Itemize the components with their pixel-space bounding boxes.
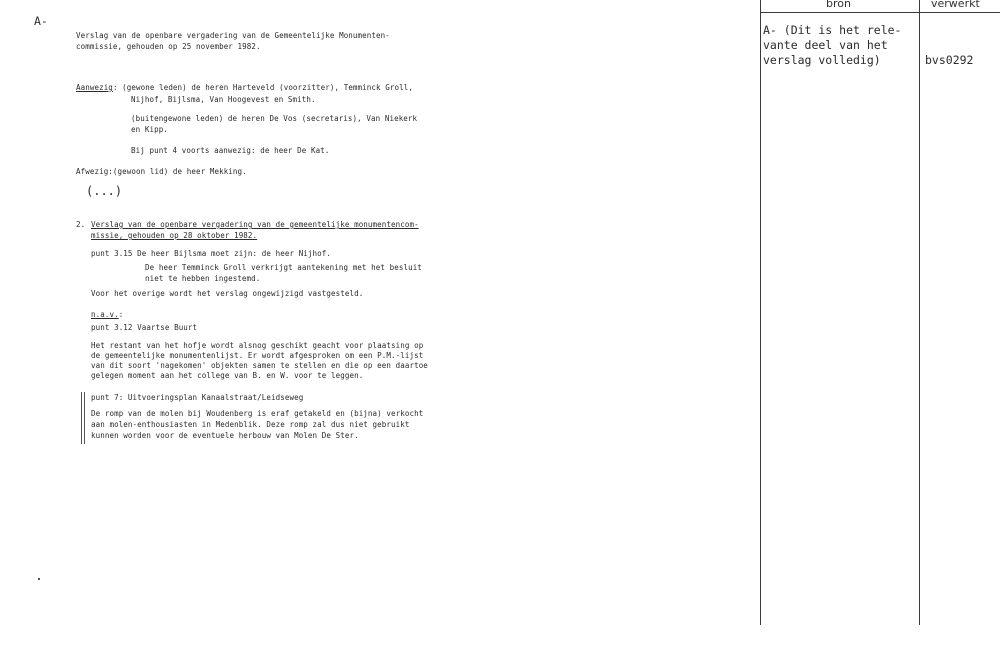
- nav-label: n.a.v.: [91, 310, 119, 319]
- aanwezig-label: Aanwezig: [76, 83, 113, 92]
- buitengewoon-line-1: (buitengewone leden) de heren De Vos (secretaris), Van Niekerk: [131, 114, 418, 123]
- item-2-title-line-1: Verslag van de openbare vergadering van de gemeentelijke monumentencom-: [91, 220, 419, 229]
- romp-line-1: De romp van de molen bij Woudenberg is eraf getakeld en (bijna) verkocht: [91, 409, 424, 418]
- punt-7-line: punt 7: Uitvoeringsplan Kanaalstraat/Leidseweg: [91, 393, 304, 402]
- col-header-bron: bron: [826, 0, 851, 10]
- table-line-left: [760, 0, 761, 625]
- restant-line-2: de gemeentelijke monumentenlijst. Er wordt afgesproken om een P.M.-lijst: [91, 351, 424, 360]
- overige-line: Voor het overige wordt het verslag ongewijzigd vastgesteld.: [91, 289, 364, 298]
- intro-line-1: Verslag van de openbare vergadering van de Gemeentelijke Monumenten-: [76, 31, 390, 40]
- restant-line-1: Het restant van het hofje wordt alsnog geschikt geacht voor plaatsing op: [91, 341, 424, 350]
- punt-312-line: punt 3.12 Vaartse Buurt: [91, 323, 198, 332]
- romp-line-3: kunnen worden voor de eventuele herbouw van Molen De Ster.: [91, 431, 359, 440]
- bij-punt-line: Bij punt 4 voorts aanwezig: de heer De Kat.: [131, 146, 330, 155]
- aanwezig-text: : (gewone leden) de heren Harteveld (voorzitter), Temminck Groll,: [112, 83, 413, 92]
- table-line-middle: [919, 0, 920, 625]
- afwezig-line: Afwezig:(gewoon lid) de heer Mekking.: [76, 167, 247, 176]
- verwerkt-value: bvs0292: [925, 53, 974, 67]
- margin-bar-1: [81, 392, 82, 444]
- bron-line-2: vante deel van het: [763, 38, 888, 52]
- groll-line-2: niet te hebben ingestemd.: [145, 274, 261, 283]
- ellipsis: (...): [86, 184, 123, 198]
- romp-line-2: aan molen-enthousiasten in Medenblik. Deze romp zal dus niet gebruikt: [91, 420, 410, 429]
- buitengewoon-line-2: en Kipp.: [131, 125, 168, 134]
- aanwezig-line-1: [76, 83, 413, 93]
- margin-bar-2: [84, 392, 85, 444]
- corner-label: A-: [34, 14, 48, 28]
- nav-line: [91, 310, 123, 320]
- groll-line-1: De heer Temminck Groll verkrijgt aantekening met het besluit: [145, 263, 422, 272]
- aanwezig-line-2: Nijhof, Bijlsma, Van Hoogevest en Smith.: [131, 95, 316, 104]
- bron-line-1: A- (Dit is het rele-: [763, 23, 902, 37]
- scan-speck: [38, 578, 40, 580]
- col-header-verwerkt: verwerkt: [931, 0, 980, 10]
- restant-line-4: gelegen moment aan het college van B. en W. voor te leggen.: [91, 371, 364, 380]
- item-2-title-line-2: missie, gehouden op 28 oktober 1982.: [91, 231, 258, 240]
- nav-colon: :: [118, 310, 124, 319]
- item-2-number: 2.: [76, 220, 86, 229]
- restant-line-3: van dit soort 'nagekomen' objekten samen te stellen en die op een daartoe: [91, 361, 428, 370]
- bron-line-3: verslag volledig): [763, 53, 881, 67]
- table-header-line: [760, 12, 1000, 13]
- punt-315-line: punt 3.15 De heer Bijlsma moet zijn: de heer Nijhof.: [91, 249, 331, 258]
- intro-line-2: commissie, gehouden op 25 november 1982.: [76, 42, 261, 51]
